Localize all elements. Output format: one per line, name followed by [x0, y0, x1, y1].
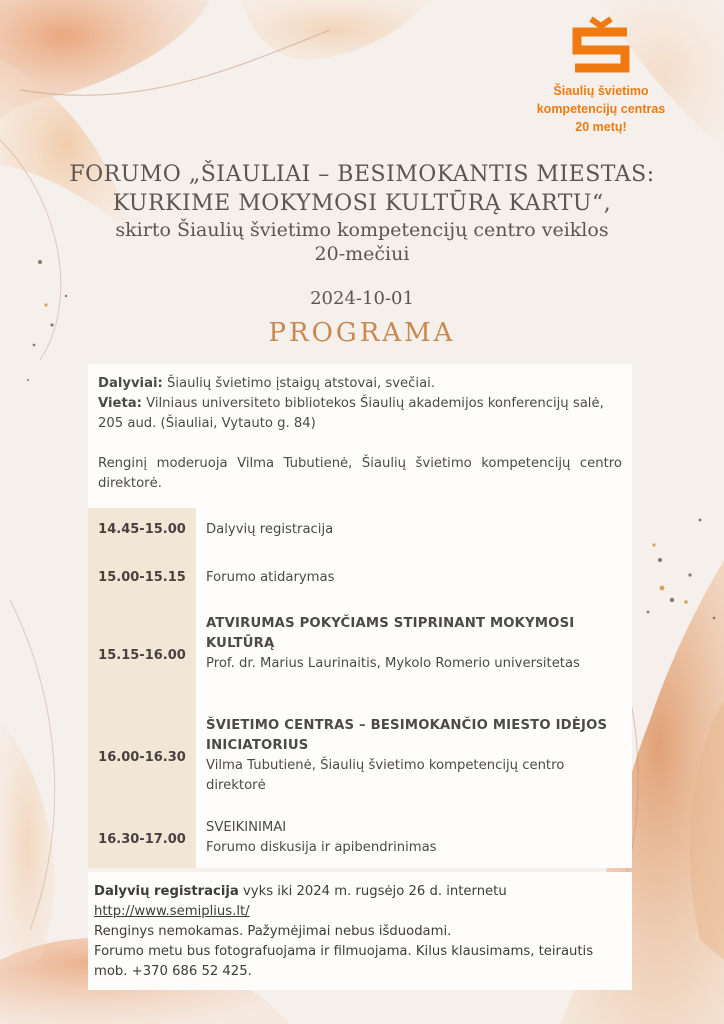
title-line-3: skirto Šiaulių švietimo kompetencijų centro veiklos [115, 219, 609, 241]
schedule-description: Forumo atidarymas [206, 570, 335, 585]
schedule-description [206, 614, 620, 674]
time-column-background [88, 508, 196, 868]
forum-title [20, 160, 704, 266]
sieve-s-logo-icon [563, 10, 639, 80]
schedule-description [206, 716, 620, 796]
participants-line [98, 374, 622, 394]
program-heading: PROGRAMA [268, 318, 456, 348]
title-line-1: FORUMO „ŠIAULIAI – BESIMOKANTIS MIESTAS: [69, 162, 655, 187]
schedule-time: 14.45-15.00 [98, 522, 186, 537]
venue-label: Vieta: [98, 396, 142, 411]
title-line-2: KURKIME MOKYMOSI KULTŪRĄ KARTU“, [112, 191, 612, 216]
logo-line-1: Šiaulių švietimo [553, 84, 649, 98]
schedule-table [88, 508, 632, 868]
logo-line-2: kompetencijų centras [536, 102, 666, 116]
session-speaker: Prof. dr. Marius Laurinaitis, Mykolo Romerio universitetas [206, 656, 580, 671]
registration-line [94, 882, 626, 902]
logo-line-3: 20 metų! [575, 120, 627, 134]
registration-link[interactable]: http://www.semiplius.lt/ [94, 904, 250, 919]
session-speaker: Vilma Tubutienė, Šiaulių švietimo kompetencijų centro direktorė [206, 758, 565, 793]
schedule-time: 15.15-16.00 [98, 648, 186, 663]
title-line-4: 20-mečiui [314, 243, 410, 265]
schedule-time: 15.00-15.15 [98, 570, 186, 585]
schedule-time: 16.30-17.00 [98, 832, 186, 847]
schedule-time: 16.00-16.30 [98, 750, 186, 765]
session-heading: ŠVIETIMO CENTRAS – BESIMOKANČIO MIESTO IDĖJOS INICIATORIUS [206, 718, 608, 753]
participants-value: Šiaulių švietimo įstaigų atstovai, svečiai. [162, 376, 436, 391]
filming-note: Forumo metu bus fotografuojama ir filmuojama. Kilus klausimams, teirautis mob. +370 686 52 425. [94, 944, 594, 979]
fee-note: Renginys nemokamas. Pažymėjimai nebus išduodami. [94, 924, 452, 939]
registration-info-box [88, 872, 632, 990]
event-info-box [88, 364, 632, 508]
registration-label: Dalyvių registracija [94, 884, 239, 899]
venue-value: Vilniaus universiteto bibliotekos Šiaulių akademijos konferencijų salė, 205 aud. (Šiauliai, Vytauto g. 84) [98, 396, 604, 431]
schedule-description: Dalyvių registracija [206, 522, 334, 537]
venue-line [98, 394, 622, 434]
registration-value: vyks iki 2024 m. rugsėjo 26 d. internetu [238, 884, 507, 899]
participants-label: Dalyviai: [98, 376, 163, 391]
schedule-description: SVEIKINIMAI Forumo diskusija ir apibendrinimas [206, 820, 437, 855]
session-heading: ATVIRUMAS POKYČIAMS STIPRINANT MOKYMOSI KULTŪRĄ [206, 616, 575, 651]
event-date: 2024-10-01 [310, 288, 414, 309]
moderator-text: Renginį moderuoja Vilma Tubutienė, Šiaulių švietimo kompetencijų centro direktorė. [98, 456, 622, 491]
organization-logo [526, 10, 676, 136]
